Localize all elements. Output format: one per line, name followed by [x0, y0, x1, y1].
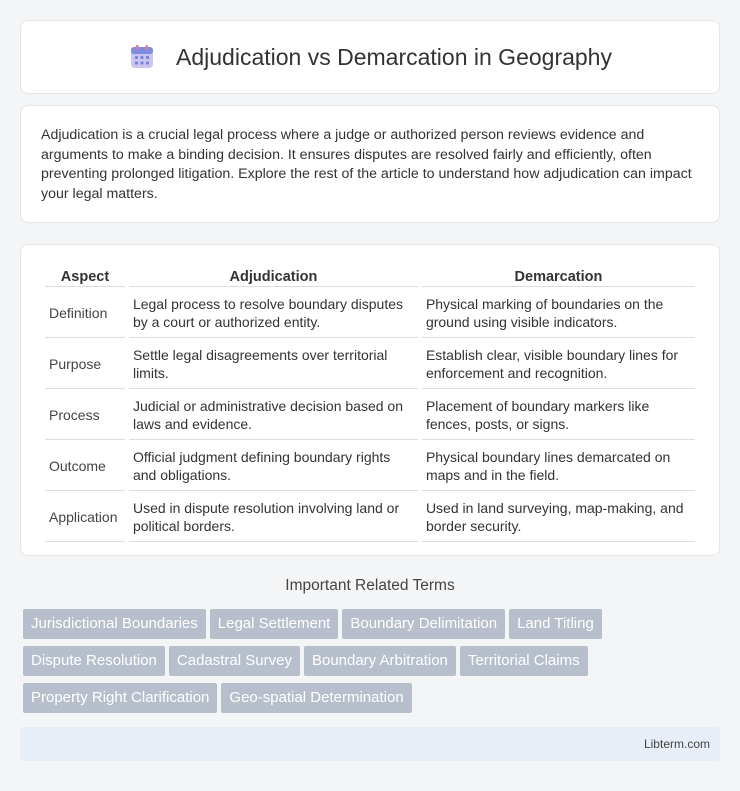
grid-calendar-icon	[128, 43, 156, 71]
related-term-tag[interactable]: Cadastral Survey	[169, 646, 300, 676]
row-adjudication: Official judgment defining boundary rights and obligations.	[129, 442, 418, 491]
related-term-tag[interactable]: Land Titling	[509, 609, 602, 639]
related-term-tag[interactable]: Dispute Resolution	[23, 646, 165, 676]
related-term-tag[interactable]: Boundary Delimitation	[342, 609, 505, 639]
row-aspect: Purpose	[45, 340, 125, 389]
header-adjudication: Adjudication	[129, 267, 418, 287]
related-terms-title: Important Related Terms	[285, 577, 455, 594]
row-demarcation: Physical boundary lines demarcated on maps and in the field.	[422, 442, 695, 491]
intro-card	[20, 105, 720, 223]
table-row	[45, 340, 695, 389]
table-row	[45, 493, 695, 542]
row-demarcation: Establish clear, visible boundary lines for enforcement and recognition.	[422, 340, 695, 389]
table-row	[45, 442, 695, 491]
table-row	[45, 391, 695, 440]
row-demarcation: Used in land surveying, map-making, and border security.	[422, 493, 695, 542]
header-aspect: Aspect	[45, 267, 125, 287]
comparison-card	[20, 244, 720, 556]
row-adjudication: Judicial or administrative decision based on laws and evidence.	[129, 391, 418, 440]
row-demarcation: Physical marking of boundaries on the ground using visible indicators.	[422, 289, 695, 338]
row-adjudication: Legal process to resolve boundary disputes by a court or authorized entity.	[129, 289, 418, 338]
row-demarcation: Placement of boundary markers like fences, posts, or signs.	[422, 391, 695, 440]
related-term-tag[interactable]: Jurisdictional Boundaries	[23, 609, 206, 639]
row-aspect: Definition	[45, 289, 125, 338]
row-aspect: Outcome	[45, 442, 125, 491]
row-aspect: Process	[45, 391, 125, 440]
intro-text: Adjudication is a crucial legal process where a judge or authorized person reviews evidence and arguments to make a binding decision. It ensures disputes are resolved fairly and efficiently, often preventing prolonged litigation. Explore the rest of the article to understand how adjudication can impact your legal matters.	[41, 127, 692, 202]
row-adjudication: Used in dispute resolution involving land or political borders.	[129, 493, 418, 542]
row-aspect: Application	[45, 493, 125, 542]
related-term-tag[interactable]: Property Right Clarification	[23, 683, 217, 713]
table-header-row	[45, 267, 695, 287]
header-demarcation: Demarcation	[422, 267, 695, 287]
related-term-tag[interactable]: Legal Settlement	[210, 609, 339, 639]
page-title: Adjudication vs Demarcation in Geography	[176, 43, 612, 70]
footer-site-link[interactable]: Libterm.com	[643, 737, 710, 751]
related-term-tag[interactable]: Territorial Claims	[460, 646, 588, 676]
header-card	[20, 20, 720, 94]
row-adjudication: Settle legal disagreements over territorial limits.	[129, 340, 418, 389]
footer	[20, 727, 720, 761]
related-term-tag[interactable]: Boundary Arbitration	[304, 646, 456, 676]
table-row	[45, 289, 695, 338]
comparison-table	[41, 265, 699, 544]
related-term-tag[interactable]: Geo-spatial Determination	[221, 683, 411, 713]
related-terms-list	[23, 609, 723, 720]
